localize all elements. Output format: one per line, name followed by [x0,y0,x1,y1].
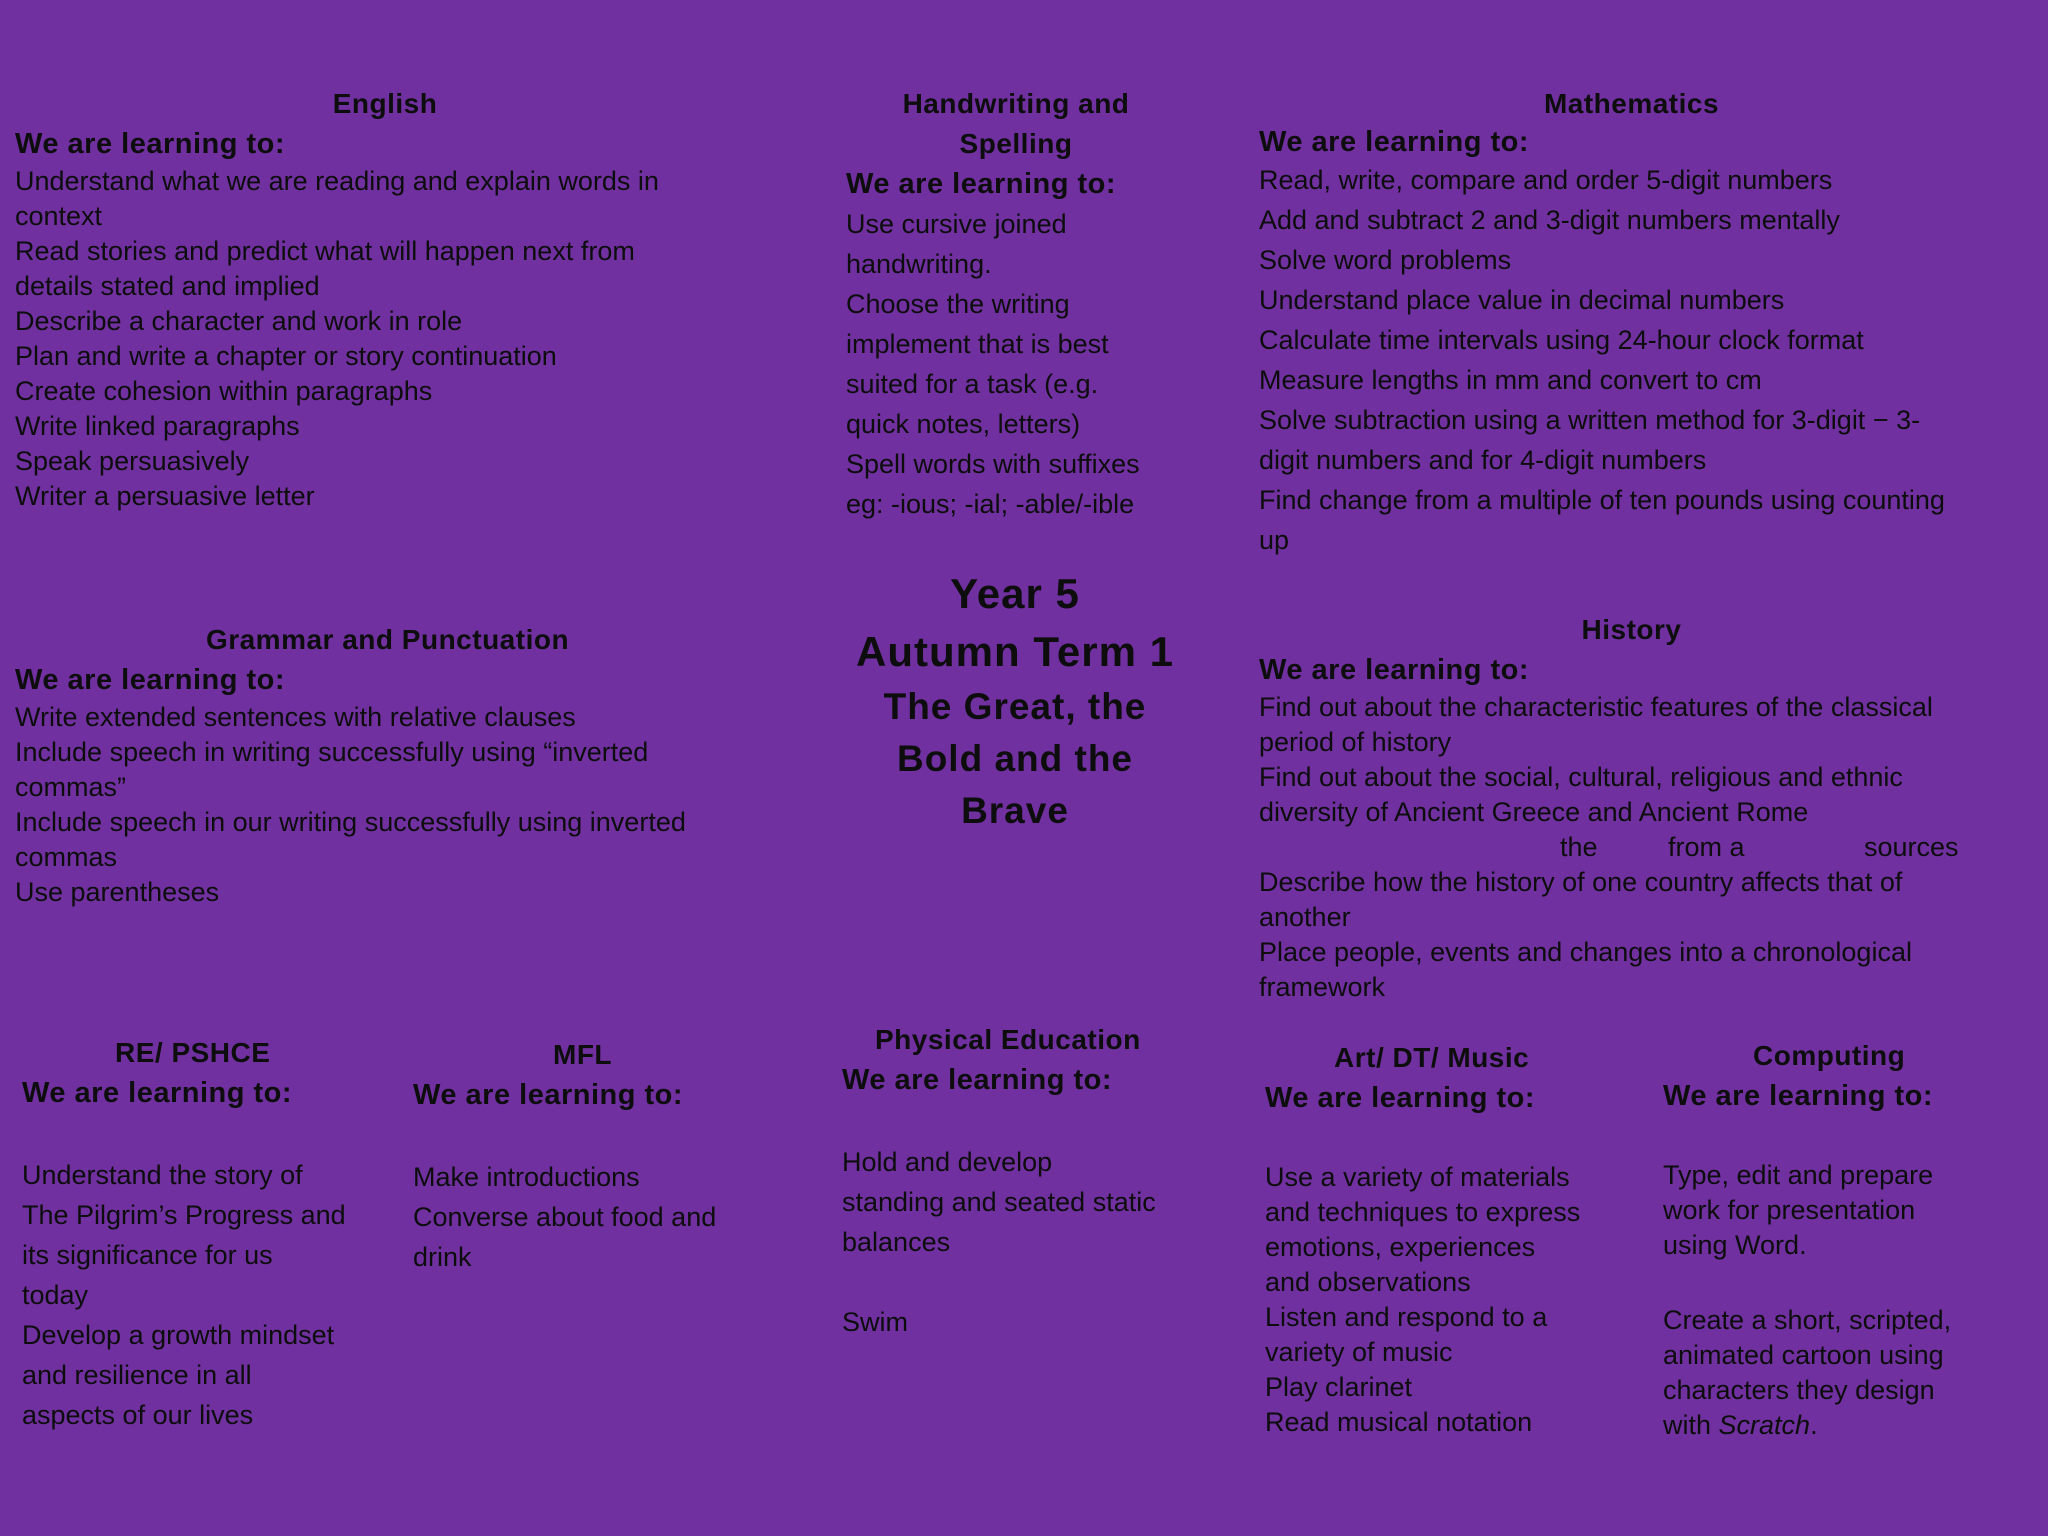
grammar-section [15,620,760,910]
list-item: Play clarinet [1265,1372,1413,1402]
list-item: Listen and respond to a [1265,1302,1548,1332]
maths-heading: Mathematics [1543,88,1720,119]
list-item: balances [842,1227,951,1257]
handwriting-section [846,84,1186,524]
list-item: Hold and develop [842,1147,1053,1177]
scratch-name: Scratch [1718,1410,1811,1440]
list-item: Use parentheses [15,877,220,907]
english-heading: English [332,88,438,119]
list-item: diversity of Ancient Greece and Ancient Rome [1259,797,1809,827]
re-pshce-heading: RE/ PSHCE [115,1037,271,1068]
art-dt-music-section [1265,1038,1625,1440]
pe-list-swim [842,1302,1222,1342]
history-partial-line [1259,830,2004,865]
history-heading: History [1581,614,1682,645]
handwriting-heading-line-2: Spelling [959,128,1073,159]
list-item: Read musical notation [1265,1407,1533,1437]
history-learning-label: We are learning to: [1259,654,1530,686]
list-item: characters they design [1663,1375,1935,1405]
list-item: Measure lengths in mm and convert to cm [1259,365,1762,395]
handwriting-learning-label: We are learning to: [846,168,1117,200]
term-name: Autumn Term 1 [856,628,1174,675]
computing-section [1663,1036,2023,1443]
list-item: today [22,1280,89,1310]
computing-list-continued [1663,1303,2023,1443]
art-dt-music-list [1265,1160,1625,1440]
list-item: Solve subtraction using a written method for 3-digit − 3- [1259,405,1921,435]
list-item: Choose the writing [846,289,1070,319]
english-section [15,84,755,514]
list-item: and observations [1265,1267,1471,1297]
list-item: Speak persuasively [15,446,250,476]
computing-list [1663,1158,2023,1263]
list-item: Type, edit and prepare [1663,1160,1934,1190]
list-item: using Word. [1663,1230,1807,1260]
computing-learning-label: We are learning to: [1663,1080,1934,1112]
list-item: aspects of our lives [22,1400,254,1430]
list-item: The Pilgrim’s Progress and [22,1200,346,1230]
list-item: commas” [15,772,127,802]
list-item: framework [1259,972,1386,1002]
list-item: Describe a character and work in role [15,306,463,336]
list-item: Place people, events and changes into a chronological [1259,937,1912,967]
history-list-continued [1259,865,2004,1005]
partial-word: the [1560,832,1598,862]
list-item: Writer a persuasive letter [15,481,315,511]
year-title: Year 5 [950,570,1080,617]
list-item: Calculate time intervals using 24-hour clock format [1259,325,1864,355]
list-item: drink [413,1242,472,1272]
list-item: Develop a growth mindset [22,1320,335,1350]
handwriting-heading-line-1: Handwriting and [902,88,1130,119]
list-item: handwriting. [846,249,992,279]
list-item: and resilience in all [22,1360,252,1390]
list-item: Solve word problems [1259,245,1512,275]
list-item: Swim [842,1307,908,1337]
re-pshce-section [22,1033,362,1435]
list-item: up [1259,525,1290,555]
list-item: Find out about the social, cultural, religious and ethnic [1259,762,1903,792]
list-item: work for presentation [1663,1195,1916,1225]
list-item: details stated and implied [15,271,320,301]
maths-list [1259,160,2004,560]
list-item: emotions, experiences [1265,1232,1536,1262]
list-item: Read stories and predict what will happen next from [15,236,635,266]
list-item: Describe how the history of one country affects that of [1259,867,1903,897]
list-item: context [15,201,103,231]
english-list [15,164,755,514]
list-item: commas [15,842,118,872]
list-item: suited for a task (e.g. [846,369,1099,399]
mfl-list [413,1157,773,1277]
list-item: Write extended sentences with relative clauses [15,702,576,732]
list-item [1663,1408,2023,1443]
term-title [840,565,1190,837]
list-item: Understand place value in decimal numbers [1259,285,1785,315]
pe-section [842,1020,1222,1342]
list-item: Plan and write a chapter or story continuation [15,341,557,371]
list-item: variety of music [1265,1337,1453,1367]
list-item: Find out about the characteristic features of the classical [1259,692,1933,722]
list-item: quick notes, letters) [846,409,1081,439]
theme-line-3: Brave [961,790,1069,831]
scratch-suffix: . [1810,1410,1818,1440]
art-dt-music-heading: Art/ DT/ Music [1334,1042,1530,1073]
list-item: another [1259,902,1351,932]
art-dt-music-learning-label: We are learning to: [1265,1082,1536,1114]
list-item: Make introductions [413,1162,640,1192]
list-item: Understand the story of [22,1160,303,1190]
list-item: Use cursive joined [846,209,1067,239]
scratch-prefix: with [1663,1410,1719,1440]
list-item: animated cartoon using [1663,1340,1944,1370]
list-item: Add and subtract 2 and 3-digit numbers mentally [1259,205,1840,235]
history-section [1259,610,2004,1005]
re-pshce-learning-label: We are learning to: [22,1077,293,1109]
list-item: eg: -ious; -ial; -able/-ible [846,489,1135,519]
list-item: Include speech in our writing successfully using inverted [15,807,686,837]
list-item: period of history [1259,727,1452,757]
maths-section [1259,84,2004,560]
list-item: standing and seated static [842,1187,1156,1217]
maths-learning-label: We are learning to: [1259,126,1530,158]
mfl-learning-label: We are learning to: [413,1079,684,1111]
list-item: digit numbers and for 4-digit numbers [1259,445,1707,475]
re-pshce-list [22,1155,362,1435]
pe-heading: Physical Education [875,1024,1141,1055]
grammar-heading: Grammar and Punctuation [205,624,570,655]
list-item: Use a variety of materials [1265,1162,1570,1192]
mfl-section [413,1035,773,1277]
list-item: its significance for us [22,1240,273,1270]
pe-learning-label: We are learning to: [842,1064,1113,1096]
history-list [1259,690,2004,830]
list-item: Include speech in writing successfully using “inverted [15,737,649,767]
list-item: Write linked paragraphs [15,411,300,441]
list-item: Create cohesion within paragraphs [15,376,433,406]
mfl-heading: MFL [553,1039,613,1070]
handwriting-list [846,204,1186,524]
list-item: Create a short, scripted, [1663,1305,1952,1335]
partial-word: from a [1668,832,1745,862]
grammar-list [15,700,760,910]
partial-word: sources [1864,832,1959,862]
theme-line-2: Bold and the [896,738,1134,779]
english-learning-label: We are learning to: [15,128,286,160]
list-item: Converse about food and [413,1202,717,1232]
computing-heading: Computing [1753,1040,1906,1071]
list-item: and techniques to express [1265,1197,1581,1227]
list-item: Understand what we are reading and explain words in [15,166,659,196]
theme-line-1: The Great, the [883,686,1147,727]
list-item: Read, write, compare and order 5-digit numbers [1259,165,1833,195]
list-item: Spell words with suffixes [846,449,1140,479]
grammar-learning-label: We are learning to: [15,664,286,696]
list-item: Find change from a multiple of ten pounds using counting [1259,485,1945,515]
list-item: implement that is best [846,329,1109,359]
pe-list [842,1142,1222,1262]
